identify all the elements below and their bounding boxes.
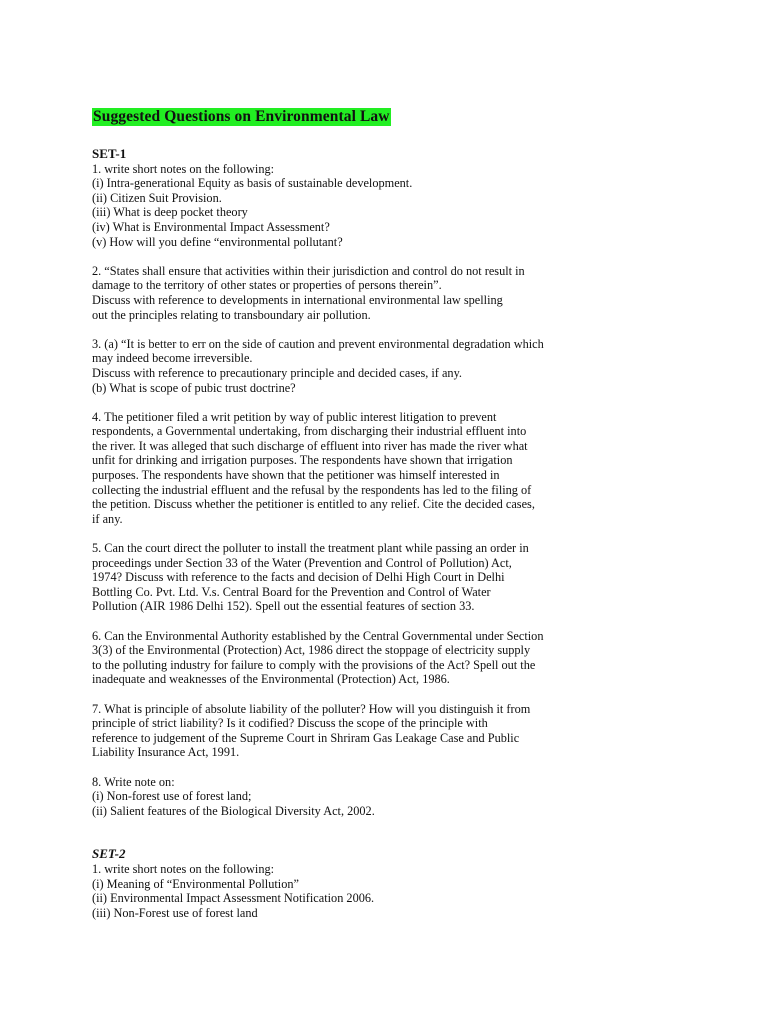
- question-line: collecting the industrial effluent and the refusal by the respondents has led to the filing of: [92, 482, 532, 497]
- question-paragraph: [92, 337, 602, 395]
- spacer: [92, 322, 602, 337]
- set-heading: SET-2: [92, 846, 126, 862]
- question-set: [92, 847, 602, 920]
- question-line: principle of strict liability? Is it codified? Discuss the scope of the principle with: [92, 716, 488, 731]
- question-line: the river. It was alleged that such discharge of effluent into river has made the river what: [92, 438, 528, 453]
- question-line: may indeed become irreversible.: [92, 351, 253, 366]
- spacer: [92, 818, 602, 847]
- question-line: (i) Intra-generational Equity as basis of sustainable development.: [92, 176, 413, 191]
- question-paragraph: [92, 775, 602, 819]
- question-line: reference to judgement of the Supreme Court in Shriram Gas Leakage Case and Public: [92, 730, 520, 745]
- question-line: respondents, a Governmental undertaking, from discharging their industrial effluent into: [92, 424, 527, 439]
- question-set: [92, 147, 602, 818]
- question-paragraph: [92, 702, 602, 760]
- question-line: Discuss with reference to precautionary principle and decided cases, if any.: [92, 365, 463, 380]
- question-line: (iv) What is Environmental Impact Assessment?: [92, 219, 330, 234]
- question-paragraph: [92, 629, 602, 687]
- question-line: the petition. Discuss whether the petitioner is entitled to any relief. Cite the decided cases,: [92, 497, 535, 512]
- spacer: [92, 760, 602, 775]
- question-line: (i) Non-forest use of forest land;: [92, 789, 252, 804]
- spacer: [92, 249, 602, 264]
- question-line: 6. Can the Environmental Authority established by the Central Governmental under Section: [92, 628, 544, 643]
- question-line: 2. “States shall ensure that activities within their jurisdiction and control do not result in: [92, 263, 525, 278]
- question-line: (ii) Citizen Suit Provision.: [92, 190, 222, 205]
- question-sets: [92, 147, 602, 920]
- question-line: Discuss with reference to developments in international environmental law spelling: [92, 292, 503, 307]
- question-line: 3. (a) “It is better to err on the side of caution and prevent environmental degradation which: [92, 336, 544, 351]
- spacer: [92, 126, 602, 147]
- question-line: 3(3) of the Environmental (Protection) Act, 1986 direct the stoppage of electricity supply: [92, 643, 531, 658]
- question-line: Pollution (AIR 1986 Delhi 152). Spell out the essential features of section 33.: [92, 599, 475, 614]
- spacer: [92, 687, 602, 702]
- question-line: (b) What is scope of pubic trust doctrine?: [92, 380, 296, 395]
- question-line: 1. write short notes on the following:: [92, 861, 275, 876]
- question-line: (i) Meaning of “Environmental Pollution”: [92, 876, 299, 891]
- question-line: out the principles relating to transboundary air pollution.: [92, 307, 371, 322]
- question-line: (iii) What is deep pocket theory: [92, 205, 248, 220]
- question-line: (ii) Salient features of the Biological Diversity Act, 2002.: [92, 803, 375, 818]
- question-line: (ii) Environmental Impact Assessment Notification 2006.: [92, 891, 375, 906]
- question-paragraph: [92, 862, 602, 920]
- question-line: (iii) Non-Forest use of forest land: [92, 905, 258, 920]
- question-line: 7. What is principle of absolute liability of the polluter? How will you distinguish it from: [92, 701, 531, 716]
- document-title-row: [92, 108, 602, 126]
- question-line: proceedings under Section 33 of the Water (Prevention and Control of Pollution) Act,: [92, 555, 512, 570]
- document-page: [92, 108, 602, 920]
- spacer: [92, 395, 602, 410]
- document-title: Suggested Questions on Environmental Law: [93, 108, 390, 125]
- question-line: unfit for drinking and irrigation purposes. The respondents have shown that irrigation: [92, 453, 513, 468]
- question-paragraph: [92, 162, 602, 250]
- question-line: 1974? Discuss with reference to the facts and decision of Delhi High Court in Delhi: [92, 570, 505, 585]
- question-paragraph: [92, 410, 602, 527]
- question-line: 1. write short notes on the following:: [92, 161, 275, 176]
- question-line: 5. Can the court direct the polluter to install the treatment plant while passing an order in: [92, 541, 529, 556]
- question-line: purposes. The respondents have shown that the petitioner was himself interested in: [92, 468, 500, 483]
- question-line: 4. The petitioner filed a writ petition by way of public interest litigation to prevent: [92, 409, 497, 424]
- question-line: damage to the territory of other states or properties of persons therein”.: [92, 278, 442, 293]
- question-paragraph: [92, 541, 602, 614]
- question-line: Liability Insurance Act, 1991.: [92, 745, 240, 760]
- question-line: Bottling Co. Pvt. Ltd. V.s. Central Board for the Prevention and Control of Water: [92, 584, 491, 599]
- question-line: if any.: [92, 511, 123, 526]
- question-line: (v) How will you define “environmental pollutant?: [92, 234, 343, 249]
- question-line: to the polluting industry for failure to comply with the provisions of the Act? Spell out the: [92, 657, 536, 672]
- set-heading: SET-1: [92, 146, 127, 161]
- question-paragraph: [92, 264, 602, 322]
- question-line: inadequate and weaknesses of the Environmental (Protection) Act, 1986.: [92, 672, 450, 687]
- question-line: 8. Write note on:: [92, 774, 175, 789]
- spacer: [92, 526, 602, 541]
- spacer: [92, 614, 602, 629]
